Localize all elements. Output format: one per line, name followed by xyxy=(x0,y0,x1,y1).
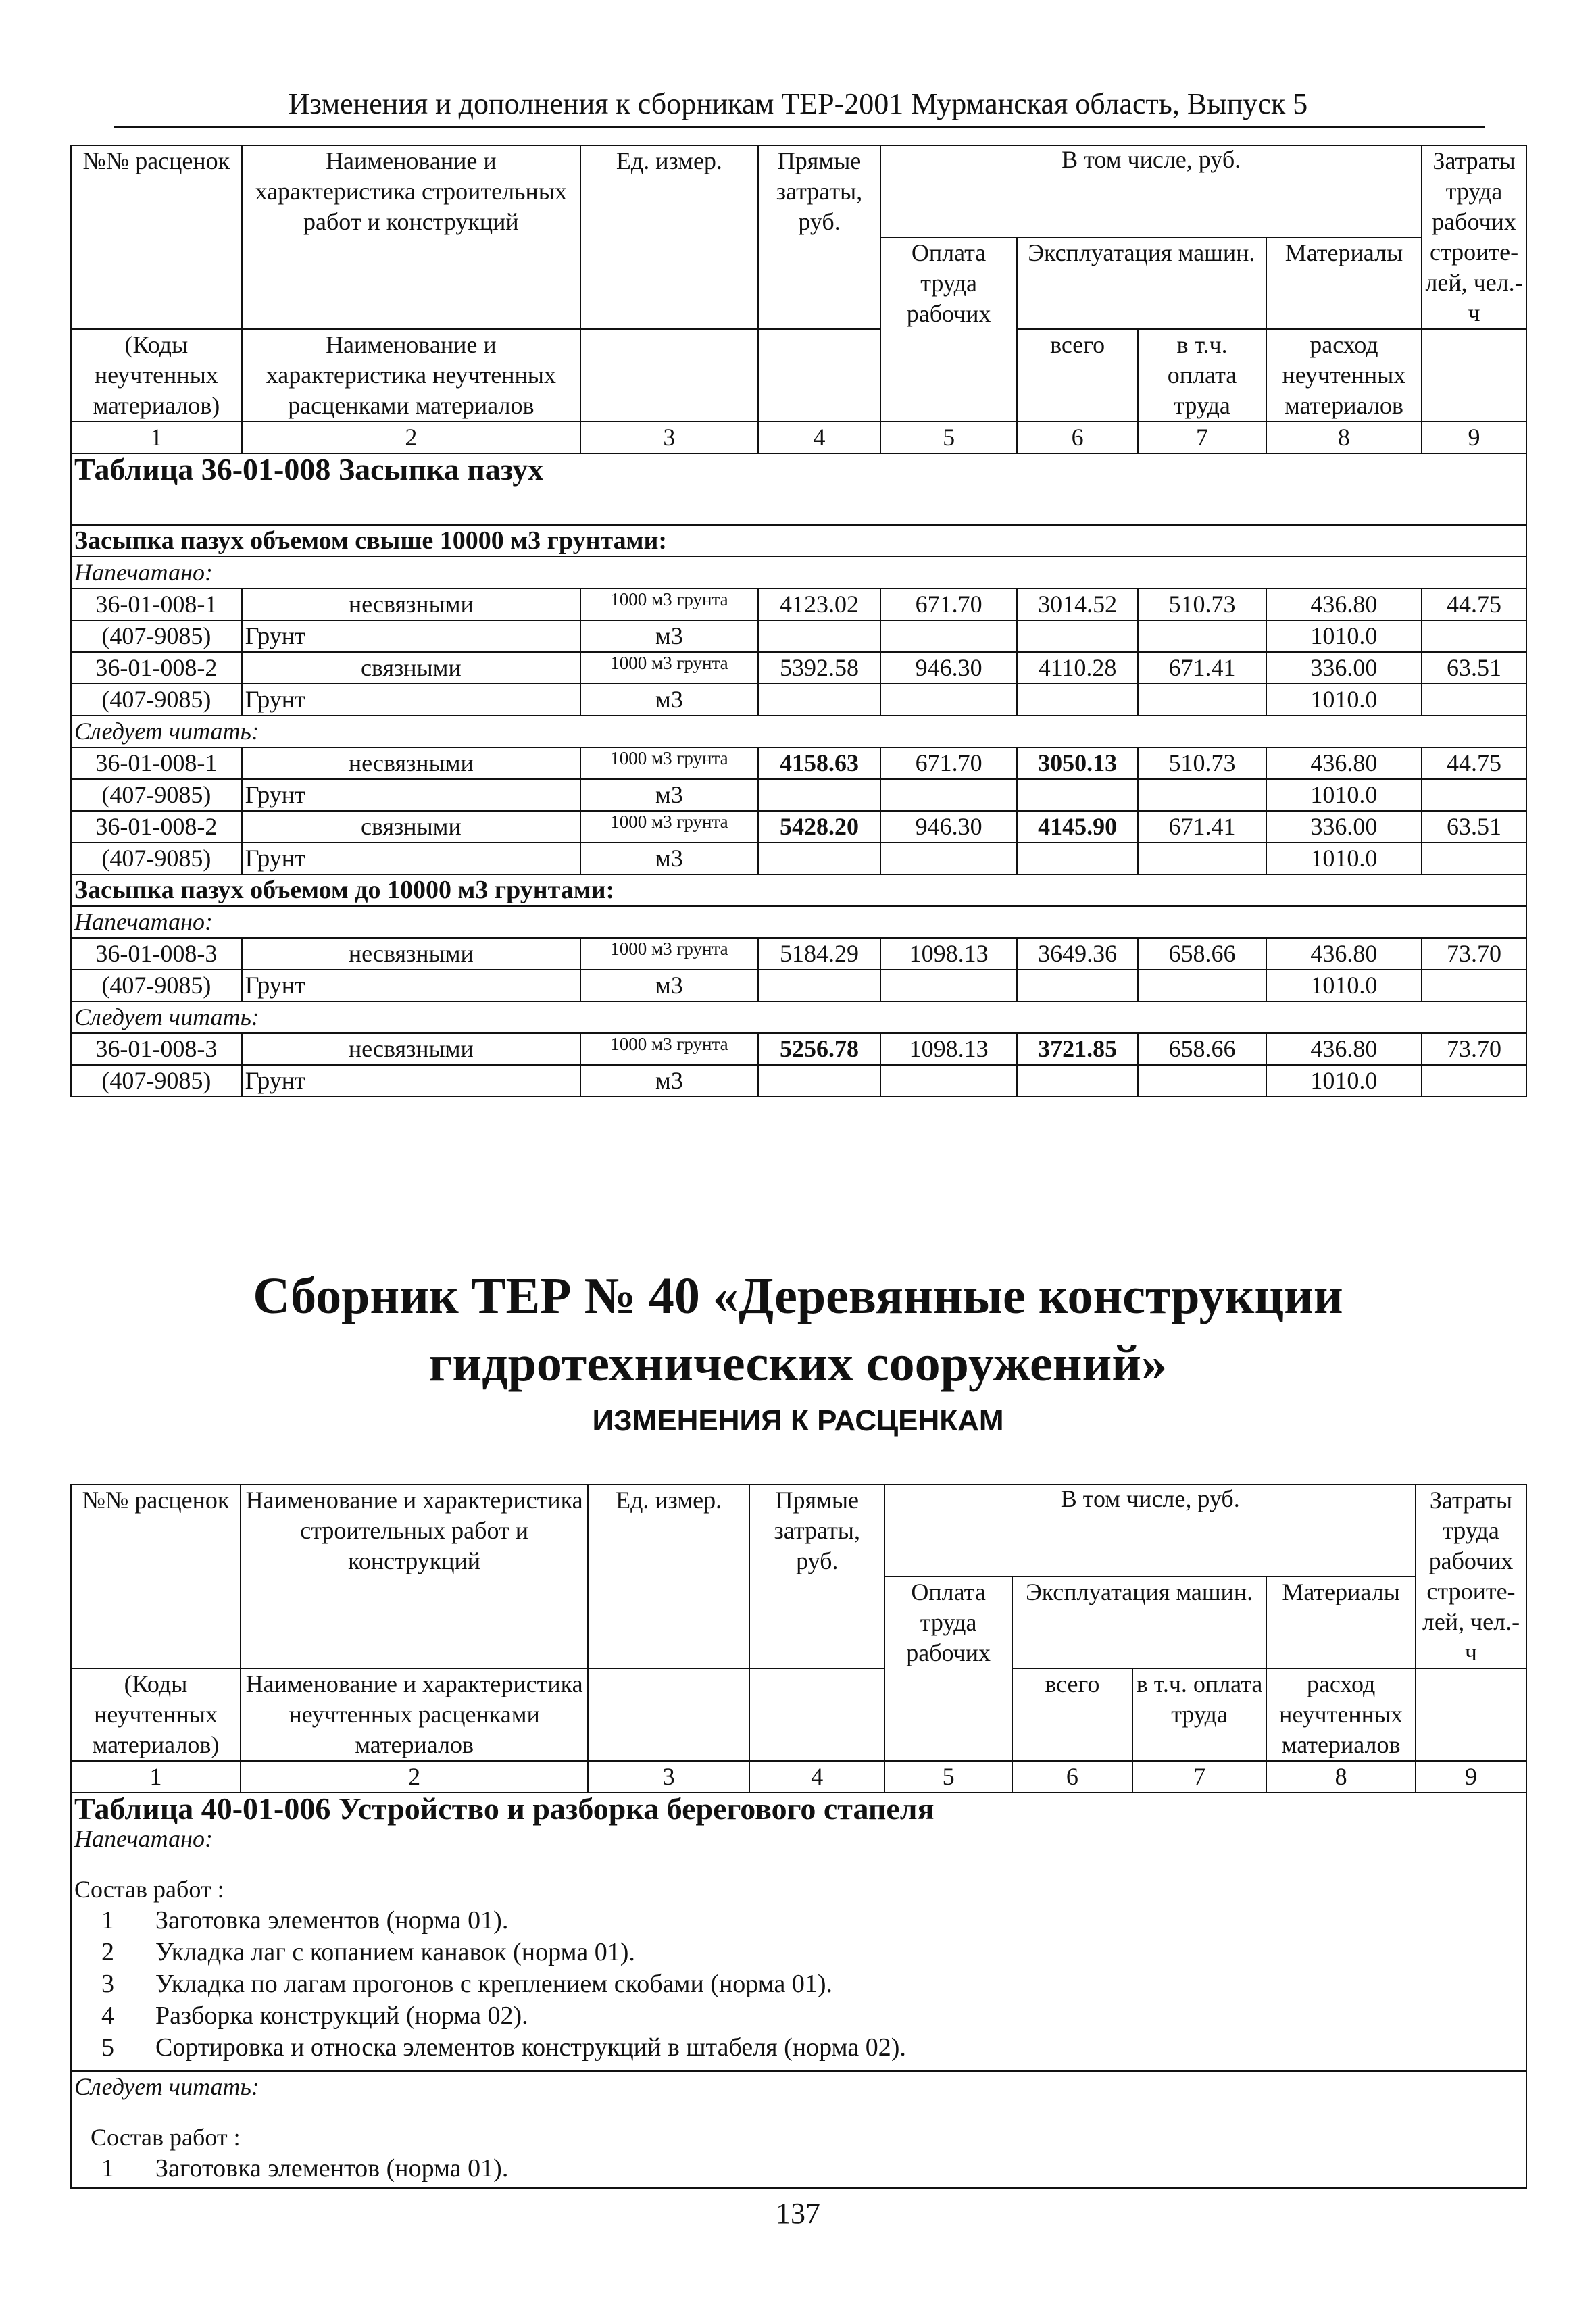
empty-cell xyxy=(758,843,880,874)
material-name: Грунт xyxy=(242,1065,580,1097)
col-materials-header: Материалы xyxy=(1266,237,1422,329)
empty-cell xyxy=(880,970,1017,1001)
table-title: Таблица 36-01-008 Засыпка пазух xyxy=(74,453,544,487)
rate-code: 36-01-008-3 xyxy=(71,1033,242,1065)
empty-cell xyxy=(588,1668,749,1761)
printed-label: Напечатано: xyxy=(71,906,1526,938)
work-item-number: 2 xyxy=(101,1938,114,1966)
labor-cost: 44.75 xyxy=(1422,589,1526,620)
read-as-label: Следует читать: xyxy=(74,2073,259,2100)
direct-cost: 5392.58 xyxy=(758,652,880,684)
col-inclpay-header: в т.ч. оплата труда xyxy=(1138,329,1266,422)
col-number: 6 xyxy=(1017,422,1138,453)
labor-pay: 1098.13 xyxy=(880,1033,1017,1065)
empty-cell xyxy=(1138,970,1266,1001)
col-direct-header: Прямые затраты, руб. xyxy=(758,145,880,329)
work-item-text: Заготовка элементов (норма 01). xyxy=(155,1906,509,1935)
section-subtitle: Засыпка пазух объемом свыше 10000 м3 грунтами: xyxy=(71,525,1526,557)
col-consumption-header: расход неучтенных материалов xyxy=(1266,1668,1416,1761)
empty-cell xyxy=(758,620,880,652)
rate-unit: 1000 м3 грунта xyxy=(610,589,728,609)
machines-pay: 510.73 xyxy=(1138,589,1266,620)
col-number: 2 xyxy=(242,422,580,453)
table-title-cell xyxy=(71,453,1526,525)
col-machines-header: Эксплуатация машин. xyxy=(1012,1576,1267,1668)
materials-cost: 436.80 xyxy=(1266,747,1422,779)
col-codes-unacc-header: (Коды неучтенных материалов) xyxy=(71,329,242,422)
empty-cell xyxy=(758,684,880,716)
work-item xyxy=(74,2153,1523,2185)
rate-unit: 1000 м3 грунта xyxy=(610,939,728,959)
material-unit: м3 xyxy=(580,620,758,652)
col-laborpay-header: Оплата труда рабочих xyxy=(880,237,1017,422)
direct-cost: 5428.20 xyxy=(758,811,880,843)
rate-name: связными xyxy=(242,811,580,843)
col-unit-header: Ед. измер. xyxy=(580,145,758,329)
printed-label: Напечатано: xyxy=(71,557,1526,589)
empty-cell xyxy=(1138,684,1266,716)
col-code-spacer xyxy=(71,1576,241,1668)
col-number: 3 xyxy=(580,422,758,453)
work-item xyxy=(74,1937,1523,1968)
empty-cell xyxy=(1416,1668,1526,1761)
table-title: Таблица 40-01-006 Устройство и разборка берегового стапеля xyxy=(74,1793,934,1826)
work-item-text: Сортировка и относка элементов конструкций в штабеля (норма 02). xyxy=(155,2033,906,2062)
rate-name: связными xyxy=(242,652,580,684)
empty-cell xyxy=(1422,843,1526,874)
rate-unit: 1000 м3 грунта xyxy=(610,812,728,832)
machines-total: 3721.85 xyxy=(1017,1033,1138,1065)
col-number: 4 xyxy=(758,422,880,453)
empty-cell xyxy=(1422,970,1526,1001)
material-qty: 1010.0 xyxy=(1266,684,1422,716)
work-item-number: 5 xyxy=(101,2033,114,2062)
table2-read-as xyxy=(71,2071,1526,2188)
machines-pay: 671.41 xyxy=(1138,811,1266,843)
section-title-line2: гидротехнических сооружений» xyxy=(428,1335,1168,1392)
material-name: Грунт xyxy=(242,779,580,811)
empty-cell xyxy=(758,329,880,422)
col-name-header: Наименование и характеристика строительных работ и конструкций xyxy=(242,145,580,237)
material-unit: м3 xyxy=(580,779,758,811)
col-number: 2 xyxy=(241,1761,588,1793)
machines-pay: 510.73 xyxy=(1138,747,1266,779)
labor-cost: 63.51 xyxy=(1422,652,1526,684)
rates-table-36 xyxy=(70,145,1527,1097)
col-total-header: всего xyxy=(1012,1668,1132,1761)
col-codes-unacc-header: (Коды неучтенных материалов) xyxy=(71,1668,241,1761)
work-item-number: 1 xyxy=(101,1906,114,1935)
direct-cost: 5184.29 xyxy=(758,938,880,970)
col-number: 5 xyxy=(880,422,1017,453)
col-number: 8 xyxy=(1266,1761,1416,1793)
col-total-header: всего xyxy=(1017,329,1138,422)
empty-cell xyxy=(1422,1065,1526,1097)
col-code-spacer xyxy=(71,237,242,329)
direct-cost: 4158.63 xyxy=(758,747,880,779)
work-item xyxy=(74,1968,1523,2000)
empty-cell xyxy=(880,1065,1017,1097)
work-item xyxy=(74,2000,1523,2032)
col-laborpay-header: Оплата труда рабочих xyxy=(884,1576,1012,1761)
section-subtitle: Засыпка пазух объемом до 10000 м3 грунтами: xyxy=(71,874,1526,906)
labor-pay: 671.70 xyxy=(880,589,1017,620)
material-qty: 1010.0 xyxy=(1266,843,1422,874)
page-number: 137 xyxy=(776,2197,820,2230)
col-number: 7 xyxy=(1132,1761,1266,1793)
material-code: (407-9085) xyxy=(71,684,242,716)
empty-cell xyxy=(1017,970,1138,1001)
col-name-unacc-header: Наименование и характеристика неучтенных расценками материалов xyxy=(242,329,580,422)
materials-cost: 436.80 xyxy=(1266,938,1422,970)
empty-cell xyxy=(758,779,880,811)
empty-cell xyxy=(1422,329,1526,422)
rate-unit: 1000 м3 грунта xyxy=(610,1034,728,1054)
rate-code: 36-01-008-2 xyxy=(71,811,242,843)
empty-cell xyxy=(1017,1065,1138,1097)
col-number: 3 xyxy=(588,1761,749,1793)
col-number: 9 xyxy=(1422,422,1526,453)
machines-pay: 671.41 xyxy=(1138,652,1266,684)
rate-name: несвязными xyxy=(242,1033,580,1065)
printed-label: Напечатано: xyxy=(74,1825,213,1852)
rate-name: несвязными xyxy=(242,938,580,970)
work-item-number: 1 xyxy=(101,2154,114,2183)
empty-cell xyxy=(1422,684,1526,716)
material-qty: 1010.0 xyxy=(1266,1065,1422,1097)
empty-cell xyxy=(880,779,1017,811)
col-incl-header: В том числе, руб. xyxy=(884,1485,1415,1576)
rate-unit: 1000 м3 грунта xyxy=(610,748,728,768)
empty-cell xyxy=(1422,620,1526,652)
col-number: 9 xyxy=(1416,1761,1526,1793)
machines-total: 4110.28 xyxy=(1017,652,1138,684)
empty-cell xyxy=(580,329,758,422)
machines-total: 3649.36 xyxy=(1017,938,1138,970)
materials-cost: 436.80 xyxy=(1266,589,1422,620)
work-item xyxy=(74,1905,1523,1937)
empty-cell xyxy=(1017,620,1138,652)
labor-cost: 73.70 xyxy=(1422,1033,1526,1065)
labor-pay: 946.30 xyxy=(880,652,1017,684)
work-item xyxy=(74,2032,1523,2064)
material-unit: м3 xyxy=(580,684,758,716)
col-unit-header: Ед. измер. xyxy=(588,1485,749,1668)
machines-total: 4145.90 xyxy=(1017,811,1138,843)
col-name-unacc-header: Наименование и характеристика неучтенных расценками материалов xyxy=(241,1668,588,1761)
work-item-text: Укладка по лагам прогонов с креплением скобами (норма 01). xyxy=(155,1970,833,1998)
material-code: (407-9085) xyxy=(71,970,242,1001)
machines-total: 3014.52 xyxy=(1017,589,1138,620)
material-code: (407-9085) xyxy=(71,779,242,811)
work-item-text: Разборка конструкций (норма 02). xyxy=(155,2001,528,2030)
col-code-header: №№ расценок xyxy=(71,1485,241,1576)
empty-cell xyxy=(1017,843,1138,874)
labor-cost: 44.75 xyxy=(1422,747,1526,779)
col-name-spacer xyxy=(241,1576,588,1668)
col-inclpay-header: в т.ч. оплата труда xyxy=(1132,1668,1266,1761)
header-rule xyxy=(114,126,1485,128)
col-incl-header: В том числе, руб. xyxy=(880,145,1422,237)
machines-pay: 658.66 xyxy=(1138,938,1266,970)
empty-cell xyxy=(1422,779,1526,811)
page-header: Изменения и дополнения к сборникам ТЕР-2001 Мурманская область, Выпуск 5 xyxy=(288,87,1308,120)
section-title-line1: Сборник ТЕР № 40 «Деревянные конструкции xyxy=(253,1268,1343,1324)
empty-cell xyxy=(880,843,1017,874)
empty-cell xyxy=(1138,779,1266,811)
col-materials-header: Материалы xyxy=(1266,1576,1416,1668)
col-code-header: №№ расценок xyxy=(71,145,242,237)
work-item-number: 4 xyxy=(101,2001,114,2030)
material-name: Грунт xyxy=(242,620,580,652)
work-composition-label: Состав работ : xyxy=(74,1876,224,1903)
material-code: (407-9085) xyxy=(71,620,242,652)
empty-cell xyxy=(880,620,1017,652)
read-as-label: Следует читать: xyxy=(71,716,1526,747)
col-number: 1 xyxy=(71,422,242,453)
empty-cell xyxy=(1017,779,1138,811)
work-composition-label: Состав работ : xyxy=(91,2124,241,2151)
col-number: 6 xyxy=(1012,1761,1132,1793)
materials-cost: 336.00 xyxy=(1266,811,1422,843)
rate-name: несвязными xyxy=(242,589,580,620)
col-number: 1 xyxy=(71,1761,241,1793)
table2-body xyxy=(71,1793,1526,2071)
direct-cost: 4123.02 xyxy=(758,589,880,620)
col-labor-header: Затраты труда рабочих строите-лей, чел.-ч xyxy=(1422,145,1526,329)
empty-cell xyxy=(749,1668,884,1761)
labor-cost: 73.70 xyxy=(1422,938,1526,970)
col-machines-header: Эксплуатация машин. xyxy=(1017,237,1266,329)
labor-pay: 671.70 xyxy=(880,747,1017,779)
col-name-spacer xyxy=(242,237,580,329)
material-unit: м3 xyxy=(580,843,758,874)
empty-cell xyxy=(758,970,880,1001)
read-as-label: Следует читать: xyxy=(71,1001,1526,1033)
labor-pay: 1098.13 xyxy=(880,938,1017,970)
rates-table-40 xyxy=(70,1484,1527,2189)
material-qty: 1010.0 xyxy=(1266,970,1422,1001)
rate-code: 36-01-008-2 xyxy=(71,652,242,684)
labor-pay: 946.30 xyxy=(880,811,1017,843)
work-item-number: 3 xyxy=(101,1970,114,1998)
labor-cost: 63.51 xyxy=(1422,811,1526,843)
work-item-text: Укладка лаг с копанием канавок (норма 01). xyxy=(155,1938,635,1966)
work-item-text: Заготовка элементов (норма 01). xyxy=(155,2154,509,2183)
section-subheading: ИЗМЕНЕНИЯ К РАСЦЕНКАМ xyxy=(592,1404,1004,1437)
col-consumption-header: расход неучтенных материалов xyxy=(1266,329,1422,422)
material-code: (407-9085) xyxy=(71,1065,242,1097)
rate-code: 36-01-008-1 xyxy=(71,589,242,620)
col-number: 7 xyxy=(1138,422,1266,453)
material-name: Грунт xyxy=(242,843,580,874)
empty-cell xyxy=(1138,843,1266,874)
machines-total: 3050.13 xyxy=(1017,747,1138,779)
material-unit: м3 xyxy=(580,1065,758,1097)
materials-cost: 436.80 xyxy=(1266,1033,1422,1065)
col-labor-header: Затраты труда рабочих строите-лей, чел.-ч xyxy=(1416,1485,1526,1668)
empty-cell xyxy=(1138,620,1266,652)
rate-unit: 1000 м3 грунта xyxy=(610,653,728,673)
col-number: 8 xyxy=(1266,422,1422,453)
col-number: 5 xyxy=(884,1761,1012,1793)
col-direct-header: Прямые затраты, руб. xyxy=(749,1485,884,1668)
empty-cell xyxy=(1138,1065,1266,1097)
rate-code: 36-01-008-3 xyxy=(71,938,242,970)
col-number: 4 xyxy=(749,1761,884,1793)
material-code: (407-9085) xyxy=(71,843,242,874)
material-name: Грунт xyxy=(242,684,580,716)
machines-pay: 658.66 xyxy=(1138,1033,1266,1065)
empty-cell xyxy=(1017,684,1138,716)
material-qty: 1010.0 xyxy=(1266,620,1422,652)
materials-cost: 336.00 xyxy=(1266,652,1422,684)
rate-code: 36-01-008-1 xyxy=(71,747,242,779)
empty-cell xyxy=(880,684,1017,716)
material-qty: 1010.0 xyxy=(1266,779,1422,811)
direct-cost: 5256.78 xyxy=(758,1033,880,1065)
empty-cell xyxy=(758,1065,880,1097)
material-name: Грунт xyxy=(242,970,580,1001)
rate-name: несвязными xyxy=(242,747,580,779)
material-unit: м3 xyxy=(580,970,758,1001)
col-name-header: Наименование и характеристика строительных работ и конструкций xyxy=(241,1485,588,1576)
